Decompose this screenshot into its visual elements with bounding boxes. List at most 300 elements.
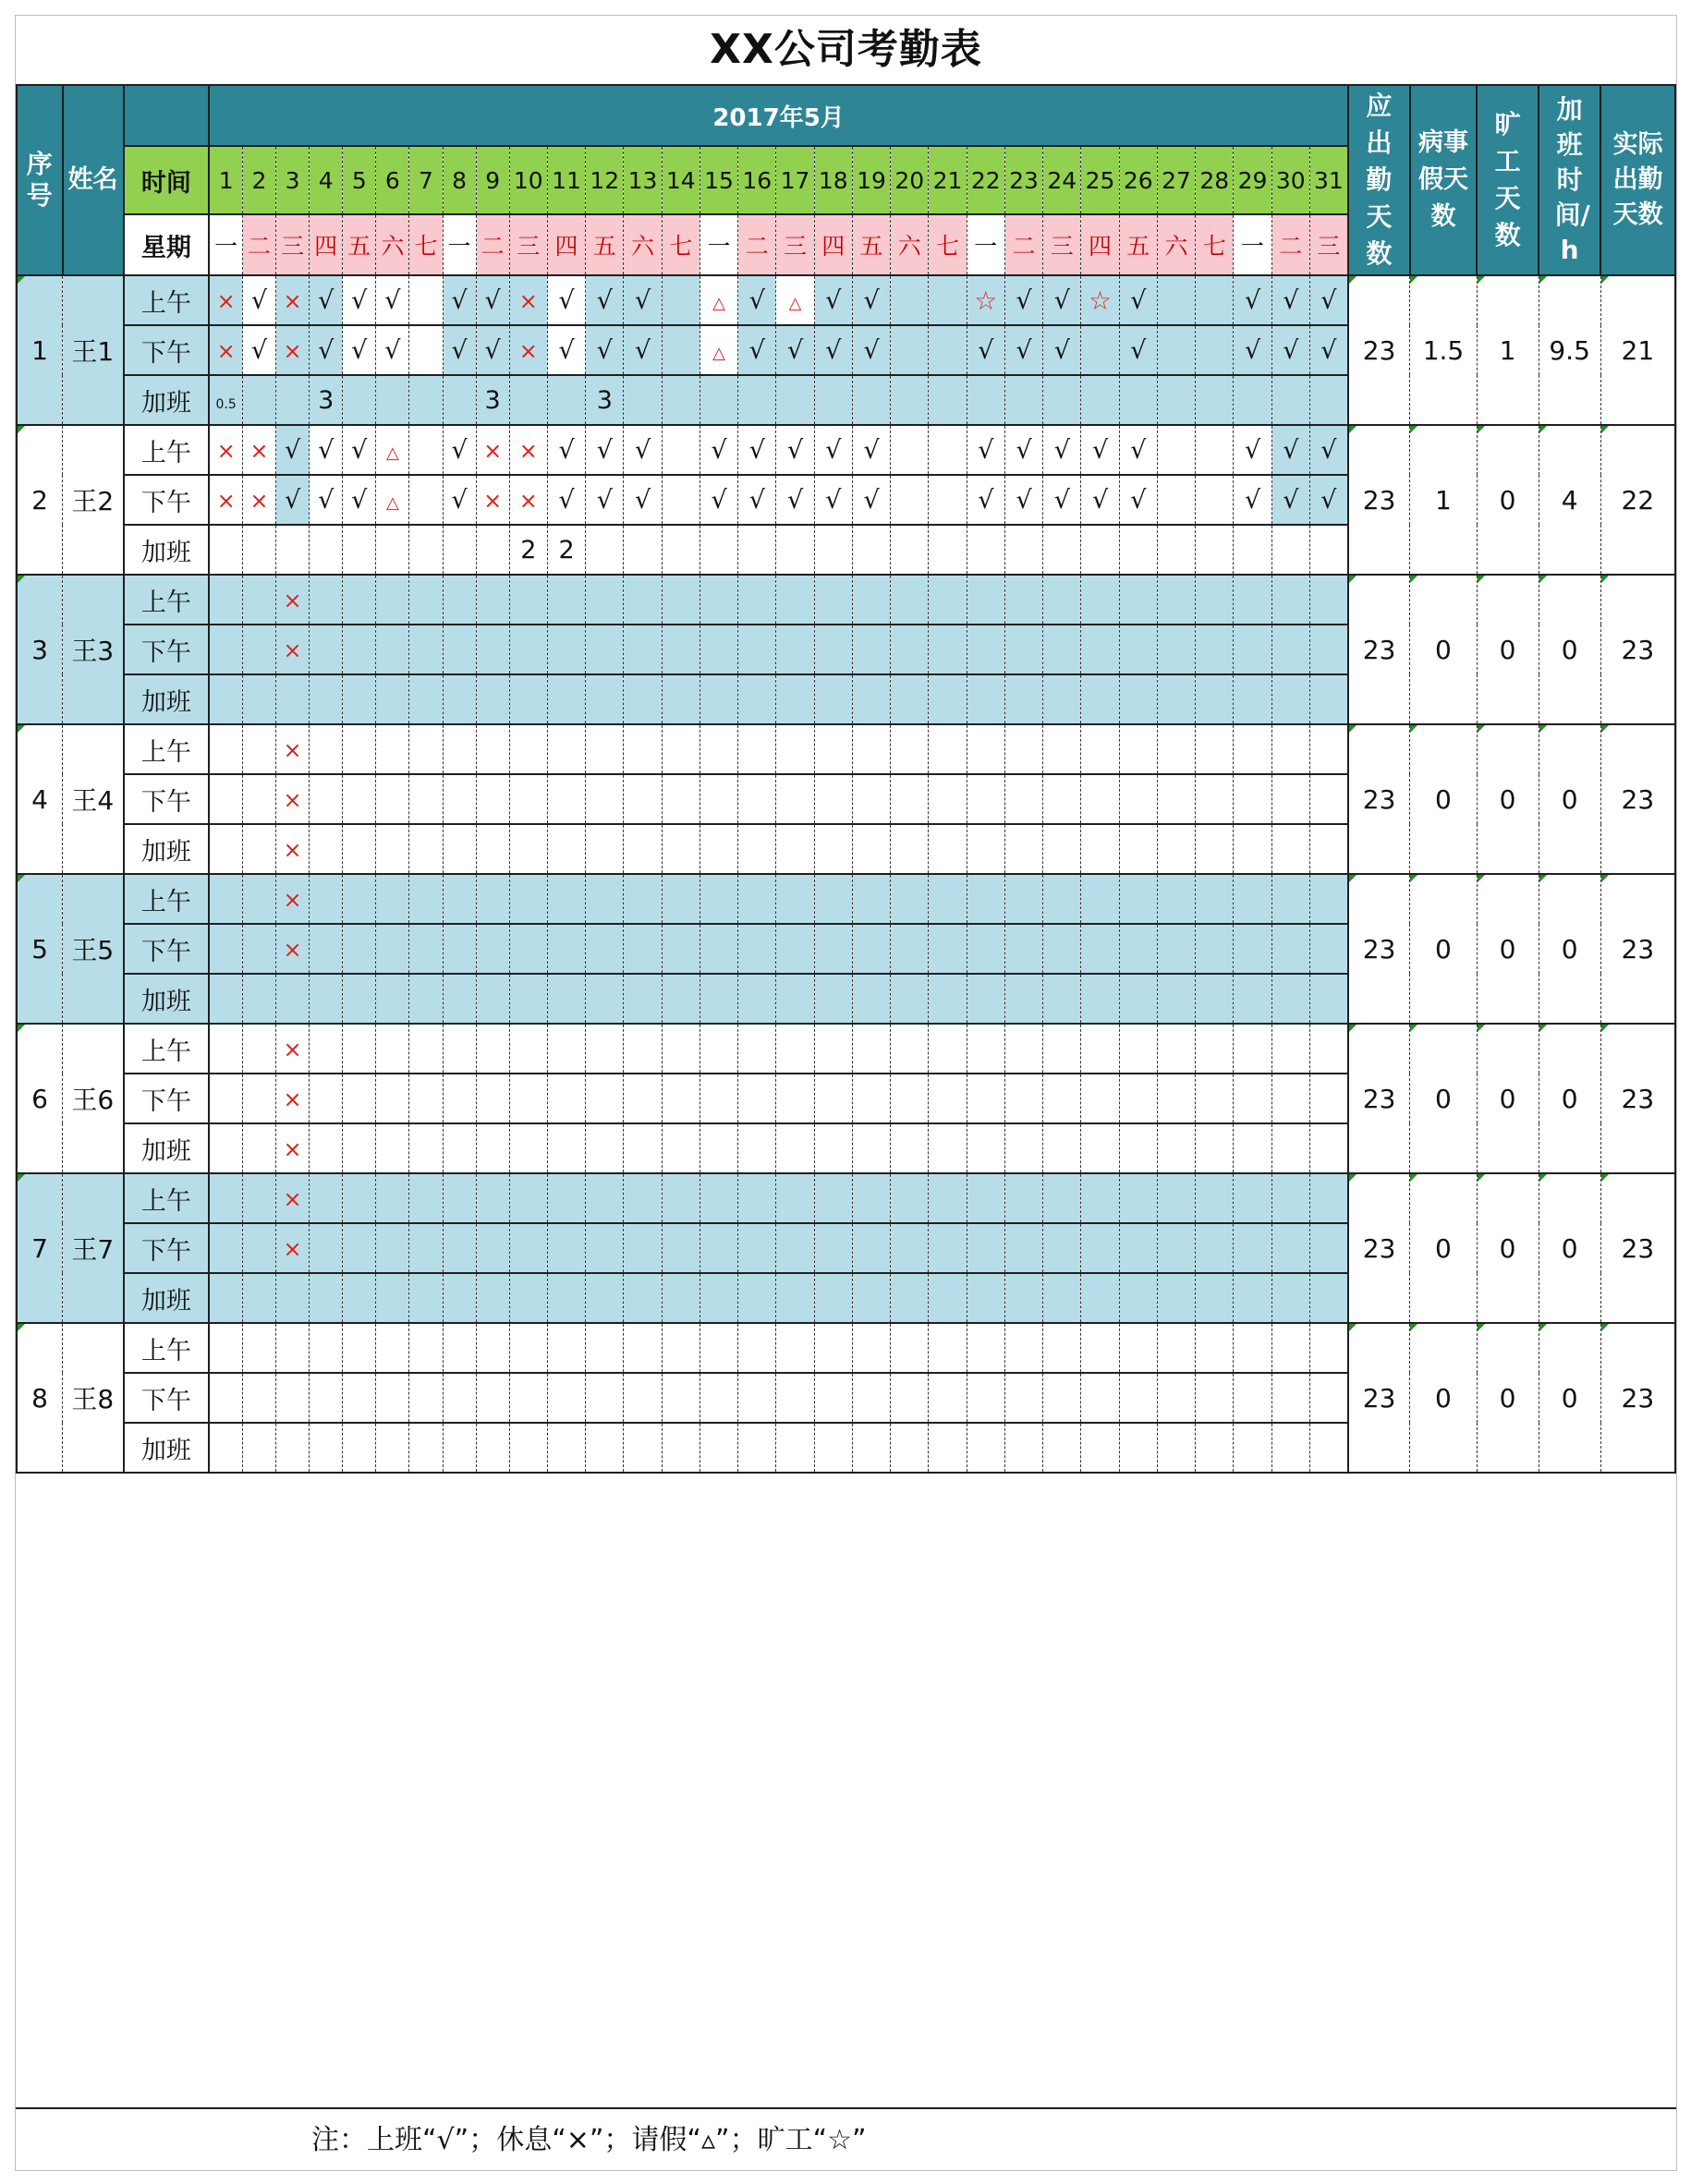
attendance-cell[interactable] xyxy=(343,625,376,674)
attendance-cell[interactable] xyxy=(1004,325,1042,375)
attendance-cell[interactable] xyxy=(343,1024,376,1074)
attendance-cell[interactable] xyxy=(547,1074,585,1123)
attendance-cell[interactable] xyxy=(700,275,737,325)
attendance-cell[interactable] xyxy=(1004,1123,1042,1173)
attendance-cell[interactable] xyxy=(1043,674,1081,724)
attendance-cell[interactable] xyxy=(476,1223,509,1273)
attendance-cell[interactable] xyxy=(476,1323,509,1373)
attendance-cell[interactable] xyxy=(276,275,310,325)
attendance-cell[interactable] xyxy=(929,724,967,774)
attendance-cell[interactable] xyxy=(1081,874,1119,924)
attendance-cell[interactable] xyxy=(624,1074,662,1123)
attendance-cell[interactable] xyxy=(738,1423,776,1473)
attendance-cell[interactable] xyxy=(343,1173,376,1223)
attendance-cell[interactable] xyxy=(1081,824,1119,874)
attendance-cell[interactable] xyxy=(509,375,547,425)
attendance-cell[interactable] xyxy=(476,1123,509,1173)
attendance-cell[interactable] xyxy=(547,874,585,924)
attendance-cell[interactable] xyxy=(738,724,776,774)
attendance-cell[interactable] xyxy=(1119,1223,1157,1273)
attendance-cell[interactable] xyxy=(1309,625,1347,674)
attendance-cell[interactable] xyxy=(624,1373,662,1423)
attendance-cell[interactable] xyxy=(409,974,443,1024)
attendance-cell[interactable] xyxy=(1271,475,1309,525)
attendance-cell[interactable] xyxy=(1119,1123,1157,1173)
attendance-cell[interactable] xyxy=(662,425,700,475)
attendance-cell[interactable] xyxy=(929,1323,967,1373)
attendance-cell[interactable] xyxy=(1271,275,1309,325)
attendance-cell[interactable] xyxy=(509,1173,547,1223)
attendance-cell[interactable] xyxy=(1271,774,1309,824)
attendance-cell[interactable] xyxy=(276,674,310,724)
attendance-cell[interactable] xyxy=(1157,1223,1195,1273)
attendance-cell[interactable] xyxy=(586,575,624,625)
attendance-cell[interactable] xyxy=(476,1074,509,1123)
attendance-cell[interactable] xyxy=(891,425,929,475)
attendance-cell[interactable] xyxy=(343,1423,376,1473)
attendance-cell[interactable] xyxy=(476,475,509,525)
attendance-cell[interactable] xyxy=(700,1323,737,1373)
attendance-cell[interactable] xyxy=(443,425,476,475)
attendance-cell[interactable] xyxy=(1196,375,1234,425)
attendance-cell[interactable] xyxy=(209,1273,242,1323)
attendance-cell[interactable] xyxy=(1043,625,1081,674)
attendance-cell[interactable] xyxy=(1119,575,1157,625)
attendance-cell[interactable] xyxy=(891,1323,929,1373)
attendance-cell[interactable] xyxy=(967,724,1004,774)
attendance-cell[interactable] xyxy=(1309,774,1347,824)
attendance-cell[interactable] xyxy=(310,425,343,475)
attendance-cell[interactable] xyxy=(738,1323,776,1373)
attendance-cell[interactable] xyxy=(852,1373,890,1423)
attendance-cell[interactable] xyxy=(343,874,376,924)
attendance-cell[interactable] xyxy=(1234,1024,1271,1074)
attendance-cell[interactable] xyxy=(1196,425,1234,475)
attendance-cell[interactable] xyxy=(310,824,343,874)
attendance-cell[interactable] xyxy=(547,1323,585,1373)
attendance-cell[interactable] xyxy=(776,1123,814,1173)
attendance-cell[interactable] xyxy=(376,475,409,525)
attendance-cell[interactable] xyxy=(1271,674,1309,724)
attendance-cell[interactable] xyxy=(242,275,275,325)
attendance-cell[interactable] xyxy=(929,874,967,924)
attendance-cell[interactable] xyxy=(276,475,310,525)
attendance-cell[interactable] xyxy=(209,824,242,874)
attendance-cell[interactable] xyxy=(1234,1273,1271,1323)
attendance-cell[interactable] xyxy=(1196,575,1234,625)
attendance-cell[interactable] xyxy=(929,674,967,724)
attendance-cell[interactable] xyxy=(776,924,814,974)
attendance-cell[interactable] xyxy=(814,425,852,475)
attendance-cell[interactable] xyxy=(1119,425,1157,475)
attendance-cell[interactable] xyxy=(209,625,242,674)
attendance-cell[interactable] xyxy=(376,1024,409,1074)
attendance-cell[interactable] xyxy=(776,1323,814,1373)
attendance-cell[interactable] xyxy=(700,1123,737,1173)
attendance-cell[interactable] xyxy=(376,625,409,674)
attendance-cell[interactable] xyxy=(776,674,814,724)
attendance-cell[interactable] xyxy=(1196,1423,1234,1473)
attendance-cell[interactable] xyxy=(509,1223,547,1273)
attendance-cell[interactable] xyxy=(1271,525,1309,575)
attendance-cell[interactable] xyxy=(776,425,814,475)
attendance-cell[interactable] xyxy=(814,874,852,924)
attendance-cell[interactable] xyxy=(1081,375,1119,425)
attendance-cell[interactable] xyxy=(476,625,509,674)
attendance-cell[interactable] xyxy=(443,974,476,1024)
attendance-cell[interactable] xyxy=(891,774,929,824)
attendance-cell[interactable] xyxy=(662,1173,700,1223)
attendance-cell[interactable] xyxy=(443,1173,476,1223)
attendance-cell[interactable] xyxy=(310,1223,343,1273)
attendance-cell[interactable] xyxy=(814,1024,852,1074)
attendance-cell[interactable] xyxy=(1119,375,1157,425)
attendance-cell[interactable] xyxy=(852,874,890,924)
attendance-cell[interactable] xyxy=(624,1173,662,1223)
attendance-cell[interactable] xyxy=(662,1223,700,1273)
attendance-cell[interactable] xyxy=(662,674,700,724)
attendance-cell[interactable] xyxy=(242,425,275,475)
attendance-cell[interactable] xyxy=(547,924,585,974)
attendance-cell[interactable] xyxy=(509,724,547,774)
attendance-cell[interactable] xyxy=(967,325,1004,375)
attendance-cell[interactable] xyxy=(276,1074,310,1123)
attendance-cell[interactable] xyxy=(776,625,814,674)
attendance-cell[interactable] xyxy=(1004,724,1042,774)
attendance-cell[interactable] xyxy=(242,974,275,1024)
attendance-cell[interactable] xyxy=(1157,275,1195,325)
attendance-cell[interactable] xyxy=(376,275,409,325)
attendance-cell[interactable] xyxy=(776,1373,814,1423)
attendance-cell[interactable] xyxy=(700,1024,737,1074)
attendance-cell[interactable] xyxy=(814,1373,852,1423)
attendance-cell[interactable] xyxy=(814,1123,852,1173)
attendance-cell[interactable] xyxy=(310,325,343,375)
attendance-cell[interactable] xyxy=(852,575,890,625)
attendance-cell[interactable] xyxy=(547,1223,585,1273)
attendance-cell[interactable] xyxy=(738,625,776,674)
attendance-cell[interactable] xyxy=(276,525,310,575)
attendance-cell[interactable] xyxy=(852,974,890,1024)
attendance-cell[interactable] xyxy=(662,625,700,674)
attendance-cell[interactable] xyxy=(852,625,890,674)
attendance-cell[interactable] xyxy=(852,674,890,724)
attendance-cell[interactable] xyxy=(738,1223,776,1273)
attendance-cell[interactable] xyxy=(929,1074,967,1123)
attendance-cell[interactable] xyxy=(776,475,814,525)
attendance-cell[interactable] xyxy=(1196,824,1234,874)
attendance-cell[interactable] xyxy=(891,824,929,874)
attendance-cell[interactable] xyxy=(509,275,547,325)
attendance-cell[interactable] xyxy=(376,674,409,724)
attendance-cell[interactable] xyxy=(814,774,852,824)
attendance-cell[interactable] xyxy=(376,774,409,824)
attendance-cell[interactable] xyxy=(776,974,814,1024)
attendance-cell[interactable] xyxy=(1309,525,1347,575)
attendance-cell[interactable] xyxy=(1004,924,1042,974)
attendance-cell[interactable] xyxy=(967,774,1004,824)
attendance-cell[interactable] xyxy=(700,874,737,924)
attendance-cell[interactable] xyxy=(1081,1423,1119,1473)
attendance-cell[interactable] xyxy=(276,1123,310,1173)
attendance-cell[interactable] xyxy=(814,674,852,724)
attendance-cell[interactable] xyxy=(586,1373,624,1423)
attendance-cell[interactable] xyxy=(1196,1373,1234,1423)
attendance-cell[interactable] xyxy=(1081,275,1119,325)
attendance-cell[interactable] xyxy=(509,575,547,625)
attendance-cell[interactable] xyxy=(1081,674,1119,724)
attendance-cell[interactable] xyxy=(1309,375,1347,425)
attendance-cell[interactable] xyxy=(310,1373,343,1423)
attendance-cell[interactable] xyxy=(547,575,585,625)
attendance-cell[interactable] xyxy=(1271,575,1309,625)
attendance-cell[interactable] xyxy=(1234,1173,1271,1223)
attendance-cell[interactable] xyxy=(443,874,476,924)
attendance-cell[interactable] xyxy=(624,924,662,974)
attendance-cell[interactable] xyxy=(967,475,1004,525)
attendance-cell[interactable] xyxy=(852,824,890,874)
attendance-cell[interactable] xyxy=(624,525,662,575)
attendance-cell[interactable] xyxy=(1043,1123,1081,1173)
attendance-cell[interactable] xyxy=(929,1123,967,1173)
attendance-cell[interactable] xyxy=(509,774,547,824)
attendance-cell[interactable] xyxy=(1157,974,1195,1024)
attendance-cell[interactable] xyxy=(967,425,1004,475)
attendance-cell[interactable] xyxy=(509,1074,547,1123)
attendance-cell[interactable] xyxy=(1271,1323,1309,1373)
attendance-cell[interactable] xyxy=(1196,275,1234,325)
attendance-cell[interactable] xyxy=(209,1123,242,1173)
attendance-cell[interactable] xyxy=(376,575,409,625)
attendance-cell[interactable] xyxy=(376,824,409,874)
attendance-cell[interactable] xyxy=(1309,1223,1347,1273)
attendance-cell[interactable] xyxy=(376,1223,409,1273)
attendance-cell[interactable] xyxy=(662,1273,700,1323)
attendance-cell[interactable] xyxy=(967,1423,1004,1473)
attendance-cell[interactable] xyxy=(443,824,476,874)
attendance-cell[interactable] xyxy=(1196,724,1234,774)
attendance-cell[interactable] xyxy=(700,1223,737,1273)
attendance-cell[interactable] xyxy=(1157,1074,1195,1123)
attendance-cell[interactable] xyxy=(1043,375,1081,425)
attendance-cell[interactable] xyxy=(891,575,929,625)
attendance-cell[interactable] xyxy=(738,1173,776,1223)
attendance-cell[interactable] xyxy=(1043,1273,1081,1323)
attendance-cell[interactable] xyxy=(509,1273,547,1323)
attendance-cell[interactable] xyxy=(476,525,509,575)
attendance-cell[interactable] xyxy=(209,1223,242,1273)
attendance-cell[interactable] xyxy=(891,724,929,774)
attendance-cell[interactable] xyxy=(700,475,737,525)
attendance-cell[interactable] xyxy=(376,1423,409,1473)
attendance-cell[interactable] xyxy=(1157,674,1195,724)
attendance-cell[interactable] xyxy=(891,625,929,674)
attendance-cell[interactable] xyxy=(1234,874,1271,924)
attendance-cell[interactable] xyxy=(1234,1373,1271,1423)
attendance-cell[interactable] xyxy=(1043,575,1081,625)
attendance-cell[interactable] xyxy=(409,575,443,625)
attendance-cell[interactable] xyxy=(376,1273,409,1323)
attendance-cell[interactable] xyxy=(1309,674,1347,724)
attendance-cell[interactable] xyxy=(443,575,476,625)
attendance-cell[interactable] xyxy=(852,1223,890,1273)
attendance-cell[interactable] xyxy=(276,874,310,924)
attendance-cell[interactable] xyxy=(776,575,814,625)
attendance-cell[interactable] xyxy=(814,475,852,525)
attendance-cell[interactable] xyxy=(1309,1423,1347,1473)
attendance-cell[interactable] xyxy=(929,1024,967,1074)
attendance-cell[interactable] xyxy=(242,1123,275,1173)
attendance-cell[interactable] xyxy=(738,674,776,724)
attendance-cell[interactable] xyxy=(738,824,776,874)
attendance-cell[interactable] xyxy=(409,924,443,974)
attendance-cell[interactable] xyxy=(1196,874,1234,924)
attendance-cell[interactable] xyxy=(852,1273,890,1323)
attendance-cell[interactable] xyxy=(310,275,343,325)
attendance-cell[interactable] xyxy=(343,674,376,724)
attendance-cell[interactable] xyxy=(476,1423,509,1473)
attendance-cell[interactable] xyxy=(1271,974,1309,1024)
attendance-cell[interactable] xyxy=(1309,1074,1347,1123)
attendance-cell[interactable] xyxy=(547,375,585,425)
attendance-cell[interactable] xyxy=(443,375,476,425)
attendance-cell[interactable] xyxy=(547,275,585,325)
attendance-cell[interactable] xyxy=(1271,924,1309,974)
attendance-cell[interactable] xyxy=(409,1074,443,1123)
attendance-cell[interactable] xyxy=(1081,724,1119,774)
attendance-cell[interactable] xyxy=(443,325,476,375)
attendance-cell[interactable] xyxy=(476,974,509,1024)
attendance-cell[interactable] xyxy=(343,824,376,874)
attendance-cell[interactable] xyxy=(409,425,443,475)
attendance-cell[interactable] xyxy=(343,974,376,1024)
attendance-cell[interactable] xyxy=(1119,1074,1157,1123)
attendance-cell[interactable] xyxy=(209,325,242,375)
attendance-cell[interactable] xyxy=(662,1123,700,1173)
attendance-cell[interactable] xyxy=(929,1423,967,1473)
attendance-cell[interactable] xyxy=(1196,1024,1234,1074)
attendance-cell[interactable] xyxy=(1157,1273,1195,1323)
attendance-cell[interactable] xyxy=(1196,325,1234,375)
attendance-cell[interactable] xyxy=(1196,1223,1234,1273)
attendance-cell[interactable] xyxy=(891,1123,929,1173)
attendance-cell[interactable] xyxy=(814,325,852,375)
attendance-cell[interactable] xyxy=(891,874,929,924)
attendance-cell[interactable] xyxy=(1196,1323,1234,1373)
attendance-cell[interactable] xyxy=(1004,824,1042,874)
attendance-cell[interactable] xyxy=(967,674,1004,724)
attendance-cell[interactable] xyxy=(547,824,585,874)
attendance-cell[interactable] xyxy=(343,525,376,575)
attendance-cell[interactable] xyxy=(1271,874,1309,924)
attendance-cell[interactable] xyxy=(1309,275,1347,325)
attendance-cell[interactable] xyxy=(814,625,852,674)
attendance-cell[interactable] xyxy=(1119,924,1157,974)
attendance-cell[interactable] xyxy=(662,1074,700,1123)
attendance-cell[interactable] xyxy=(1157,325,1195,375)
attendance-cell[interactable] xyxy=(409,824,443,874)
attendance-cell[interactable] xyxy=(624,1223,662,1273)
attendance-cell[interactable] xyxy=(547,1123,585,1173)
attendance-cell[interactable] xyxy=(1309,325,1347,375)
attendance-cell[interactable] xyxy=(1157,425,1195,475)
attendance-cell[interactable] xyxy=(242,625,275,674)
attendance-cell[interactable] xyxy=(814,924,852,974)
attendance-cell[interactable] xyxy=(738,375,776,425)
attendance-cell[interactable] xyxy=(443,1373,476,1423)
attendance-cell[interactable] xyxy=(1271,625,1309,674)
attendance-cell[interactable] xyxy=(1309,1273,1347,1323)
attendance-cell[interactable] xyxy=(1234,974,1271,1024)
attendance-cell[interactable] xyxy=(738,874,776,924)
attendance-cell[interactable] xyxy=(1081,1273,1119,1323)
attendance-cell[interactable] xyxy=(376,1173,409,1223)
attendance-cell[interactable] xyxy=(662,275,700,325)
attendance-cell[interactable] xyxy=(1119,525,1157,575)
attendance-cell[interactable] xyxy=(891,375,929,425)
attendance-cell[interactable] xyxy=(1119,1423,1157,1473)
attendance-cell[interactable] xyxy=(1234,824,1271,874)
attendance-cell[interactable] xyxy=(209,674,242,724)
attendance-cell[interactable] xyxy=(1043,874,1081,924)
attendance-cell[interactable] xyxy=(776,1074,814,1123)
attendance-cell[interactable] xyxy=(1004,1173,1042,1223)
attendance-cell[interactable] xyxy=(891,924,929,974)
attendance-cell[interactable] xyxy=(586,974,624,1024)
attendance-cell[interactable] xyxy=(852,1123,890,1173)
attendance-cell[interactable] xyxy=(276,1273,310,1323)
attendance-cell[interactable] xyxy=(209,575,242,625)
attendance-cell[interactable] xyxy=(929,1173,967,1223)
attendance-cell[interactable] xyxy=(1004,774,1042,824)
attendance-cell[interactable] xyxy=(624,1323,662,1373)
attendance-cell[interactable] xyxy=(1043,325,1081,375)
attendance-cell[interactable] xyxy=(929,375,967,425)
attendance-cell[interactable] xyxy=(1271,1123,1309,1173)
attendance-cell[interactable] xyxy=(1196,924,1234,974)
attendance-cell[interactable] xyxy=(967,1223,1004,1273)
attendance-cell[interactable] xyxy=(1081,1024,1119,1074)
attendance-cell[interactable] xyxy=(376,525,409,575)
attendance-cell[interactable] xyxy=(1157,1173,1195,1223)
attendance-cell[interactable] xyxy=(1004,1024,1042,1074)
attendance-cell[interactable] xyxy=(242,874,275,924)
attendance-cell[interactable] xyxy=(1119,1024,1157,1074)
attendance-cell[interactable] xyxy=(852,1074,890,1123)
attendance-cell[interactable] xyxy=(509,425,547,475)
attendance-cell[interactable] xyxy=(209,1024,242,1074)
attendance-cell[interactable] xyxy=(242,525,275,575)
attendance-cell[interactable] xyxy=(586,1423,624,1473)
attendance-cell[interactable] xyxy=(700,924,737,974)
attendance-cell[interactable] xyxy=(547,1273,585,1323)
attendance-cell[interactable] xyxy=(776,275,814,325)
attendance-cell[interactable] xyxy=(967,1074,1004,1123)
attendance-cell[interactable] xyxy=(738,974,776,1024)
attendance-cell[interactable] xyxy=(1157,525,1195,575)
attendance-cell[interactable] xyxy=(738,1024,776,1074)
attendance-cell[interactable] xyxy=(1081,1373,1119,1423)
attendance-cell[interactable] xyxy=(1119,1373,1157,1423)
attendance-cell[interactable] xyxy=(1309,1373,1347,1423)
attendance-cell[interactable] xyxy=(509,1373,547,1423)
attendance-cell[interactable] xyxy=(967,375,1004,425)
attendance-cell[interactable] xyxy=(967,1323,1004,1373)
attendance-cell[interactable] xyxy=(1043,525,1081,575)
attendance-cell[interactable] xyxy=(967,824,1004,874)
attendance-cell[interactable] xyxy=(310,525,343,575)
attendance-cell[interactable] xyxy=(476,375,509,425)
